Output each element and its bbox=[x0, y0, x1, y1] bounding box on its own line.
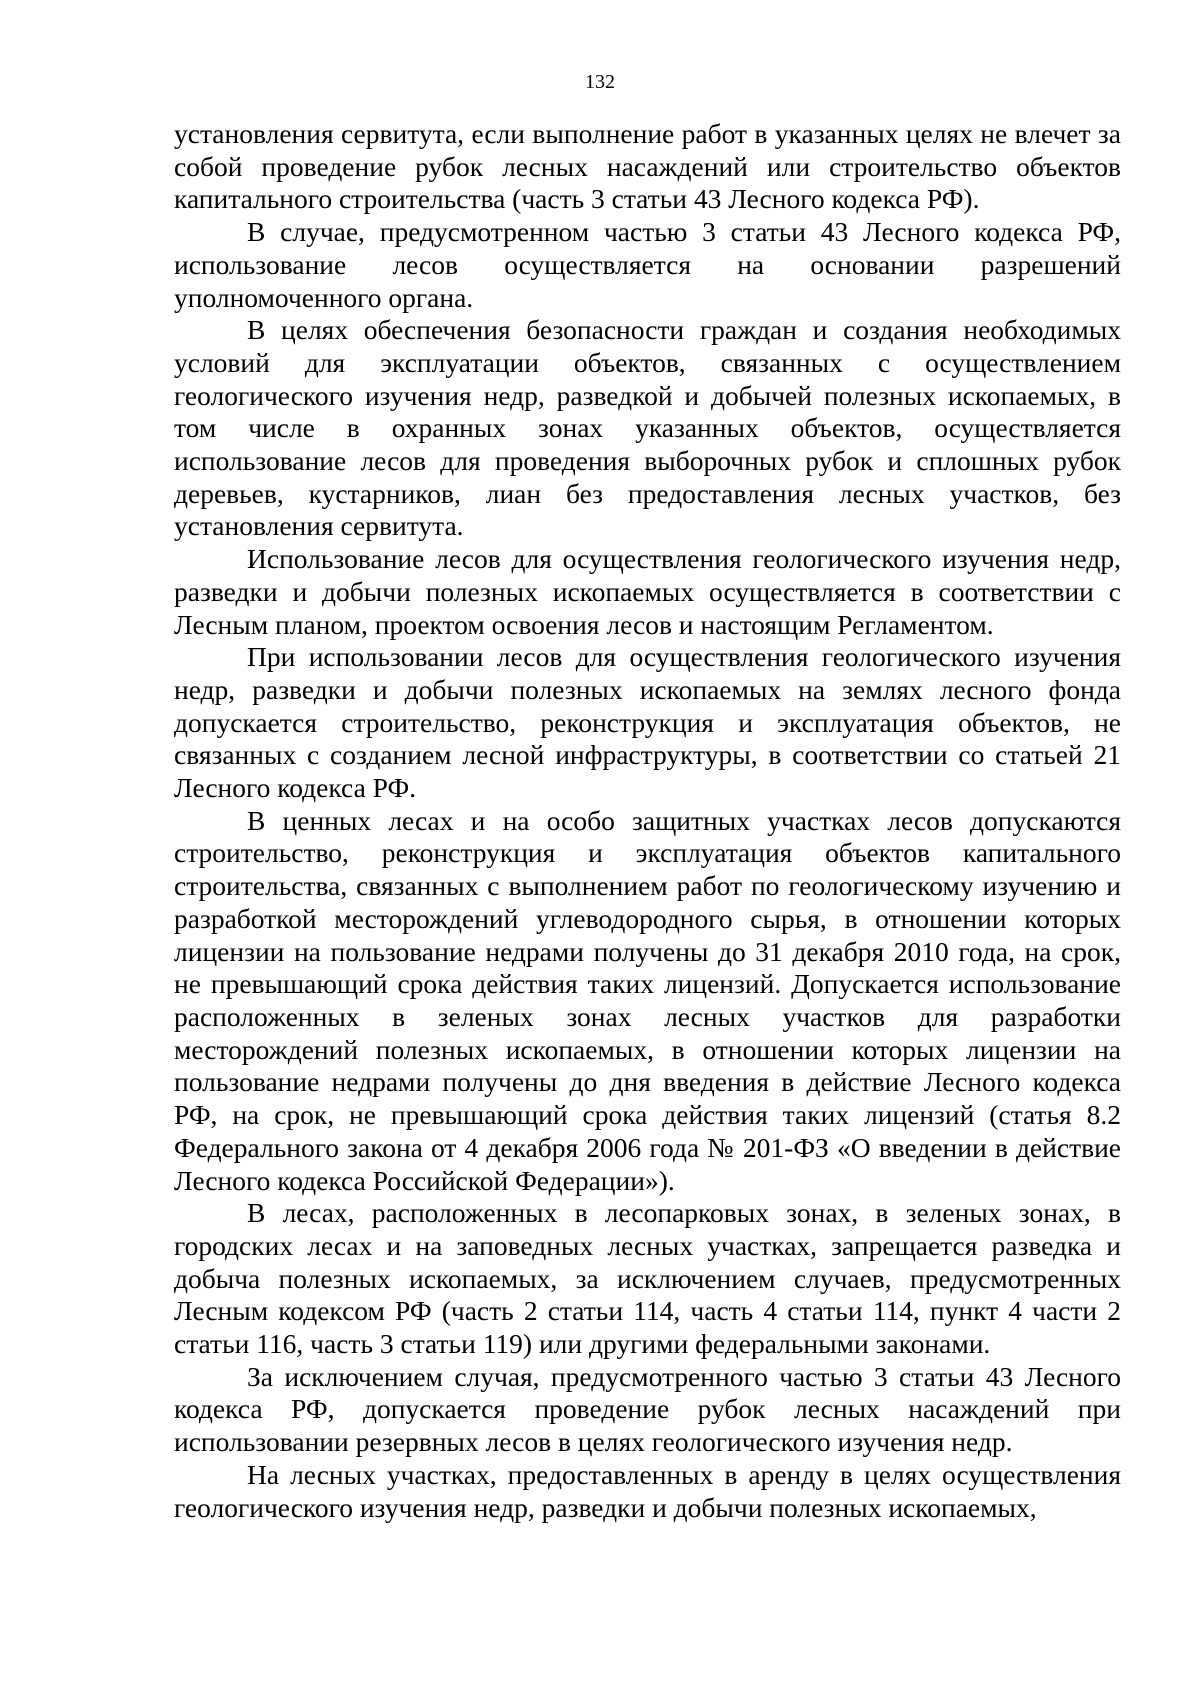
paragraph: Использование лесов для осуществления геологического изучения недр, разведки и добычи полезных ископаемых осуществляется в соответствии с Лесным планом, проектом освоения лесов и настоящим Регламентом. bbox=[174, 543, 1121, 640]
paragraph: На лесных участках, предоставленных в аренду в целях осуществления геологического изучения недр, разведки и добычи полезных ископаемых, bbox=[174, 1458, 1121, 1523]
paragraph: За исключением случая, предусмотренного частью 3 статьи 43 Лесного кодекса РФ, допускается проведение рубок лесных насаждений при использовании резервных лесов в целях геологического изучения недр. bbox=[174, 1360, 1121, 1458]
paragraph-continued: установления сервитута, если выполнение работ в указанных целях не влечет за собой проведение рубок лесных насаждений или строительство объектов капитального строительства (часть 3 статьи 43 Лесного кодекса РФ). bbox=[174, 118, 1121, 215]
document-body bbox=[174, 118, 1121, 1524]
paragraph: В целях обеспечения безопасности граждан и создания необходимых условий для эксплуатации объектов, связанных с осуществлением геологического изучения недр, разведкой и добычей полезных ископаемых, в том числе в охранных зонах указанных объектов, осуществляется использование лесов для проведения выборочных рубок и сплошных рубок деревьев, кустарников, лиан без предоставления лесных участков, без установления сервитута. bbox=[174, 314, 1121, 542]
paragraph: В ценных лесах и на особо защитных участках лесов допускаются строительство, реконструкция и эксплуатация объектов капитального строительства, связанных с выполнением работ по геологическому изучению и разработкой месторождений углеводородного сырья, в отношении которых лицензии на пользование недрами получены до 31 декабря 2010 года, на срок, не превышающий срока действия таких лицензий. Допускается использование расположенных в зеленых зонах лесных участков для разработки месторождений полезных ископаемых, в отношении которых лицензии на пользование недрами получены до дня введения в действие Лесного кодекса РФ, на срок, не превышающий срока действия таких лицензий (статья 8.2 Федерального закона от 4 декабря 2006 года № 201-ФЗ «О введении в действие Лесного кодекса Российской Федерации»). bbox=[174, 804, 1121, 1196]
paragraph: В лесах, расположенных в лесопарковых зонах, в зеленых зонах, в городских лесах и на заповедных лесных участках, запрещается разведка и добыча полезных ископаемых, за исключением случаев, предусмотренных Лесным кодексом РФ (часть 2 статьи 114, часть 4 статьи 114, пункт 4 части 2 статьи 116, часть 3 статьи 119) или другими федеральными законами. bbox=[174, 1197, 1121, 1360]
page-number: 132 bbox=[585, 71, 615, 93]
paragraph: При использовании лесов для осуществления геологического изучения недр, разведки и добычи полезных ископаемых на землях лесного фонда допускается строительство, реконструкция и эксплуатация объектов, не связанных с созданием лесной инфраструктуры, в соответствии со статьей 21 Лесного кодекса РФ. bbox=[174, 641, 1121, 804]
paragraph: В случае, предусмотренном частью 3 статьи 43 Лесного кодекса РФ, использование лесов осуществляется на основании разрешений уполномоченного органа. bbox=[174, 216, 1121, 313]
